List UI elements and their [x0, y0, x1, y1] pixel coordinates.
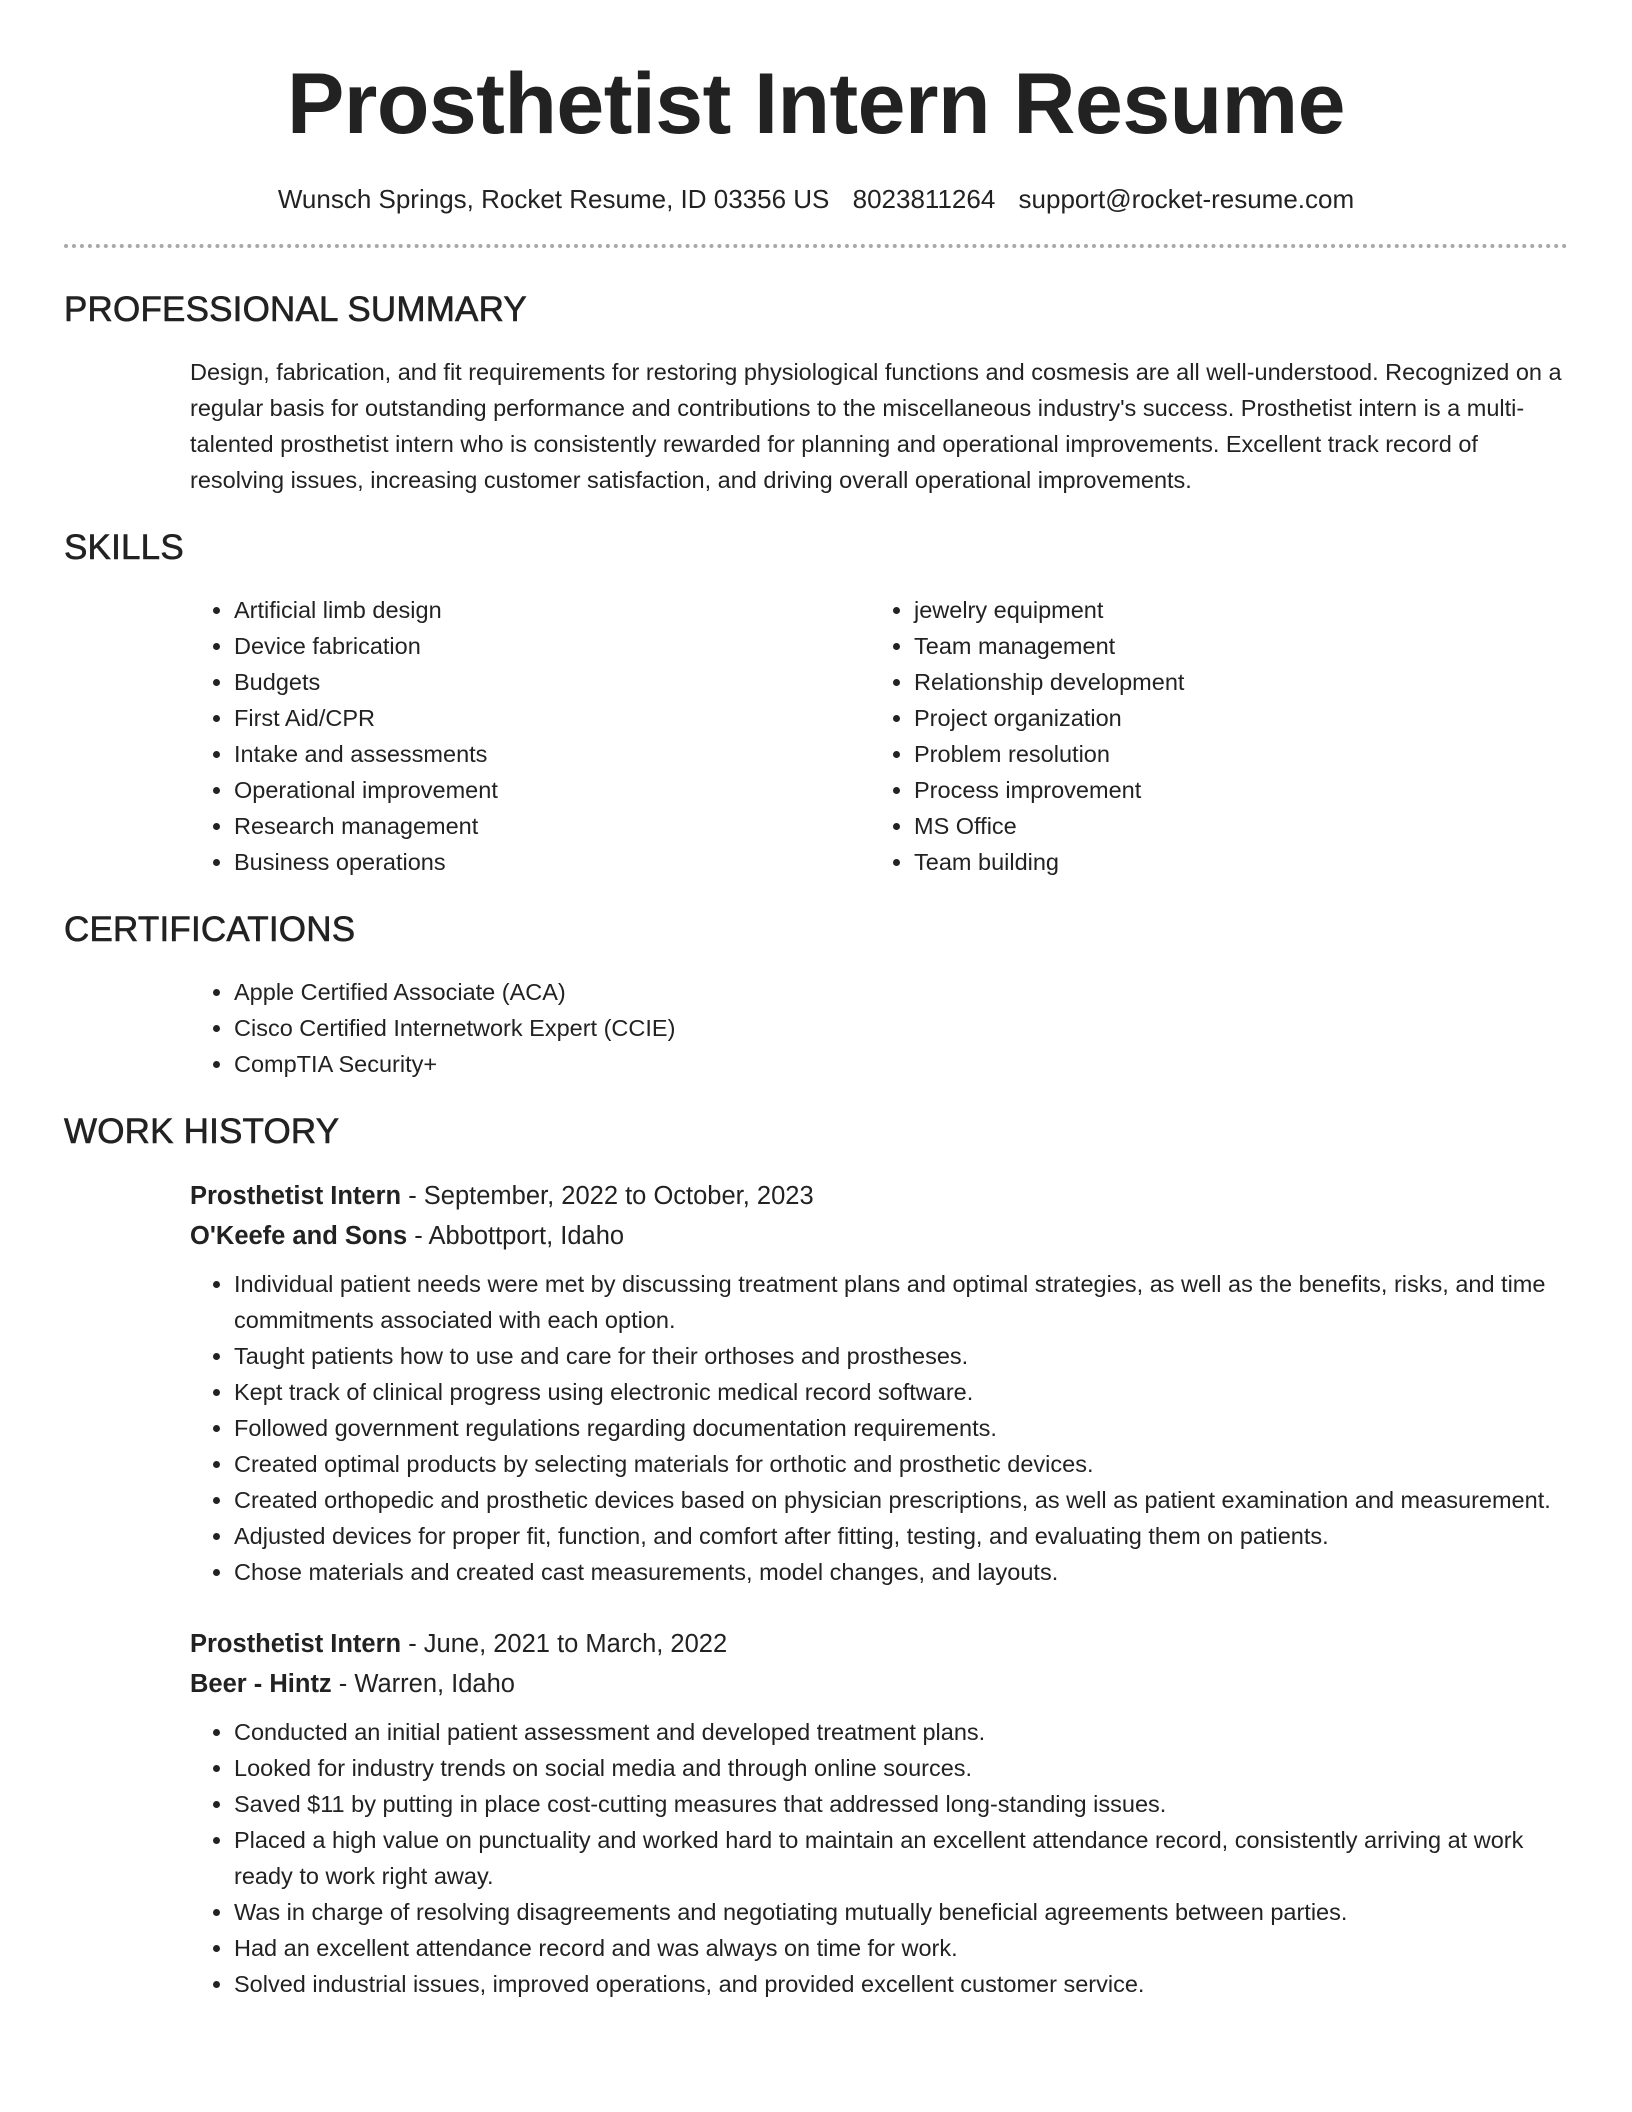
job-title-line [190, 1176, 1568, 1216]
contact-phone: 8023811264 [852, 184, 996, 214]
job-duty: • Kept track of clinical progress using electronic medical record software. [234, 1374, 1568, 1410]
job-duty: • Had an excellent attendance record and was always on time for work. [234, 1930, 1568, 1966]
skill-item: • Relationship development [914, 664, 1550, 700]
job-duties-list [190, 1714, 1568, 2002]
skills-list-right [870, 592, 1550, 880]
skill-item: • Project organization [914, 700, 1550, 736]
job-dates: - September, 2022 to October, 2023 [401, 1182, 814, 1210]
skill-item: • jewelry equipment [914, 592, 1550, 628]
job-duty: • Placed a high value on punctuality and worked hard to maintain an excellent attendance record, consistently arriving at work ready to work right away. [234, 1822, 1568, 1894]
summary-text: Design, fabrication, and fit requirements for restoring physiological functions and cosmesis are all well-understood. Recognized on a regular basis for outstanding performance and contributions to the miscellaneous industry's success. Prosthetist intern is a multi-talented prosthetist intern who is consistently rewarded for planning and operational improvements. Excellent track record of resolving issues, increasing customer satisfaction, and driving overall operational improvements. [190, 359, 1562, 493]
certification-item: • Apple Certified Associate (ACA) [234, 974, 1568, 1010]
contact-line [64, 182, 1568, 216]
job-location: - Warren, Idaho [331, 1670, 515, 1698]
header-divider [64, 244, 1568, 248]
job-duty: • Was in charge of resolving disagreements and negotiating mutually beneficial agreements between parties. [234, 1894, 1568, 1930]
job-duty: • Looked for industry trends on social media and through online sources. [234, 1750, 1568, 1786]
certifications-section [64, 910, 1568, 1082]
skill-item: • Budgets [234, 664, 870, 700]
skill-item: • Operational improvement [234, 772, 870, 808]
skill-item: • Business operations [234, 844, 870, 880]
skill-item: • Team building [914, 844, 1550, 880]
job-location: - Abbottport, Idaho [407, 1222, 625, 1250]
job-entry [190, 1176, 1568, 1590]
contact-address: Wunsch Springs, Rocket Resume, ID 03356 US [277, 184, 830, 214]
skills-section [64, 528, 1568, 880]
job-duty: • Individual patient needs were met by discussing treatment plans and optimal strategies, as well as the benefits, risks, and time commitments associated with each option. [234, 1266, 1568, 1338]
skills-list-left [190, 592, 870, 880]
skill-item: • Intake and assessments [234, 736, 870, 772]
job-duty: • Created orthopedic and prosthetic devices based on physician prescriptions, as well as patient examination and measurement. [234, 1482, 1568, 1518]
job-dates: - June, 2021 to March, 2022 [401, 1630, 728, 1658]
job-title-line [190, 1624, 1568, 1664]
job-duty: • Saved $11 by putting in place cost-cutting measures that addressed long-standing issues. [234, 1786, 1568, 1822]
skills-grid [190, 592, 1568, 880]
summary-heading: PROFESSIONAL SUMMARY [64, 290, 527, 329]
resume-title: Prosthetist Intern Resume [287, 56, 1345, 152]
contact-email: support@rocket-resume.com [1018, 184, 1355, 214]
certification-item: • Cisco Certified Internetwork Expert (CCIE) [234, 1010, 1568, 1046]
work-history-heading: WORK HISTORY [64, 1112, 340, 1151]
skill-item: • Device fabrication [234, 628, 870, 664]
certifications-list [190, 974, 1568, 1082]
job-company-line [190, 1216, 1568, 1256]
summary-section [64, 290, 1568, 498]
skill-item: • First Aid/CPR [234, 700, 870, 736]
job-entry [190, 1624, 1568, 2002]
skill-item: • Team management [914, 628, 1550, 664]
job-duty: • Solved industrial issues, improved operations, and provided excellent customer service. [234, 1966, 1568, 2002]
job-role: Prosthetist Intern [190, 1630, 402, 1658]
job-duty: • Created optimal products by selecting materials for orthotic and prosthetic devices. [234, 1446, 1568, 1482]
job-duties-list [190, 1266, 1568, 1590]
skill-item: • Problem resolution [914, 736, 1550, 772]
skill-item: • Research management [234, 808, 870, 844]
job-duty: • Taught patients how to use and care for their orthoses and prostheses. [234, 1338, 1568, 1374]
job-company: Beer - Hintz [190, 1670, 332, 1698]
resume-header [64, 0, 1568, 216]
certification-item: • CompTIA Security+ [234, 1046, 1568, 1082]
skill-item: • Process improvement [914, 772, 1550, 808]
job-duty: • Followed government regulations regarding documentation requirements. [234, 1410, 1568, 1446]
skill-item: • Artificial limb design [234, 592, 870, 628]
job-duty: • Conducted an initial patient assessment and developed treatment plans. [234, 1714, 1568, 1750]
job-company-line [190, 1664, 1568, 1704]
work-history-section [64, 1112, 1568, 2002]
skills-heading: SKILLS [64, 528, 184, 567]
job-duty: • Adjusted devices for proper fit, function, and comfort after fitting, testing, and evaluating them on patients. [234, 1518, 1568, 1554]
certifications-heading: CERTIFICATIONS [64, 910, 356, 949]
job-role: Prosthetist Intern [190, 1182, 402, 1210]
job-duty: • Chose materials and created cast measurements, model changes, and layouts. [234, 1554, 1568, 1590]
job-company: O'Keefe and Sons [190, 1222, 408, 1250]
skill-item: • MS Office [914, 808, 1550, 844]
